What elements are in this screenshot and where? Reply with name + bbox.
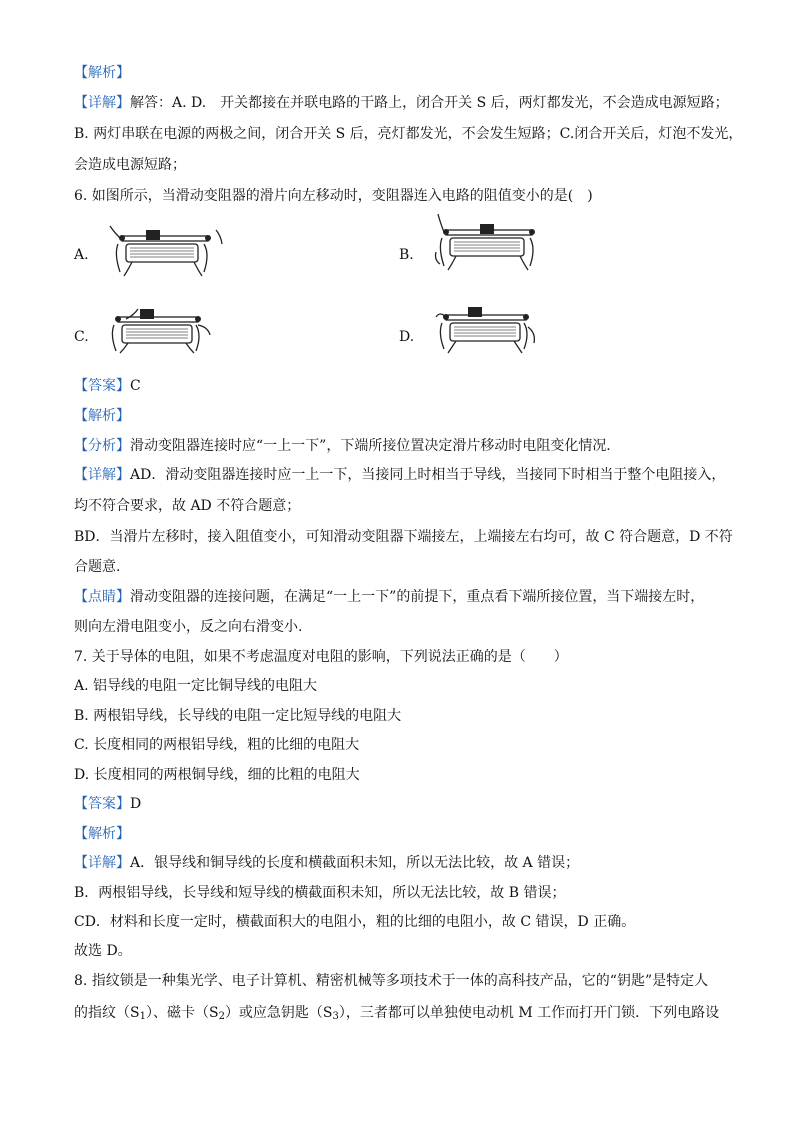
q5-detail-line-2: B. 两灯串联在电源的两极之间，闭合开关 S 后，亮灯都发光，不会发生短路；C.闭合开关后，灯泡不发光， <box>74 126 743 142</box>
q8-line-1: 8. 指纹锁是一种集光学、电子计算机、精密机械等多项技术于一体的高科技产品，它的“钥匙”是特定人 <box>74 973 709 989</box>
q6-detail-line-2: 均不符合要求，故 AD 不符合题意； <box>74 498 301 514</box>
q8-line-2: 的指纹$(S_1)$、磁卡$(S_2)$或应急钥匙$(S_3)$，三者都可以单独使电动机 M 工作而打开门锁．下列电路设 <box>74 1005 720 1022</box>
q7-stem: 7. 关于导体的电阻，如果不考虑温度对电阻的影响，下列说法正确的是（ ） <box>74 649 568 665</box>
q6-option-a-label: A. <box>74 247 89 263</box>
q6-dianjing-line-1: 【点睛】滑动变阻器的连接问题，在满足“一上一下”的前提下，重点看下端所接位置，当下端接左时， <box>74 589 705 605</box>
q6-stem: 6. 如图所示，当滑动变阻器的滑片向左移动时，变阻器连入电路的阻值变小的是( ) <box>74 188 593 204</box>
q6-fenxi: 【分析】滑动变阻器连接时应“一上一下”，下端所接位置决定滑片移动时电阻变化情况. <box>74 438 611 454</box>
q6-detail-line-1: 【详解】AD．滑动变阻器连接时应一上一下，当接同上时相当于导线，当接同下时相当于整个电阻接入， <box>74 467 726 483</box>
q7-detail-line-2: B．两根铝导线，长导线和短导线的横截面积未知，所以无法比较，故 B 错误； <box>74 885 566 901</box>
rheostat-figure-d <box>432 303 544 355</box>
q7-option-d: D. 长度相同的两根铜导线，细的比粗的电阻大 <box>74 767 360 783</box>
q7-analysis-tag: 【解析】 <box>74 826 130 842</box>
q5-detail-line-1: 【详解】解答：A. D. 开关都接在并联电路的干路上，闭合开关 S 后，两灯都发光，不会造成电源短路； <box>74 95 729 111</box>
q7-detail-line-3: CD．材料和长度一定时，横截面积大的电阻小，粗的比细的电阻小，故 C 错误，D 正确。 <box>74 914 636 930</box>
q7-option-c: C. 长度相同的两根铝导线，粗的比细的电阻大 <box>74 737 360 753</box>
q6-analysis-tag: 【解析】 <box>74 408 130 424</box>
rheostat-figure-b <box>432 212 547 274</box>
rheostat-figure-a <box>108 222 223 280</box>
q7-detail-line-1: 【详解】A．银导线和铜导线的长度和横截面积未知，所以无法比较，故 A 错误； <box>74 855 580 871</box>
q6-detail-line-3: BD．当滑片左移时，接入阻值变小，可知滑动变阻器下端接左，上端接左右均可，故 C 符合题意，D 不符 <box>74 529 733 545</box>
q5-detail-line-3: 会造成电源短路； <box>74 157 186 173</box>
q7-detail-line-4: 故选 D。 <box>74 943 132 959</box>
q6-option-c-label: C. <box>74 329 89 345</box>
analysis-tag: 【解析】 <box>74 65 130 81</box>
q6-dianjing-line-2: 则向左滑电阻变小，反之向右滑变小. <box>74 619 303 635</box>
q7-option-a: A. 铝导线的电阻一定比铜导线的电阻大 <box>74 678 318 694</box>
q6-option-d-label: D. <box>399 329 415 345</box>
detail-tag: 【详解】 <box>74 95 130 111</box>
q6-answer: 【答案】C <box>74 378 141 394</box>
rheostat-figure-c <box>104 305 214 355</box>
q6-detail-line-4: 合题意. <box>74 559 121 575</box>
q7-option-b: B. 两根铝导线，长导线的电阻一定比短导线的电阻大 <box>74 708 402 724</box>
q7-answer: 【答案】D <box>74 796 142 812</box>
q6-option-b-label: B. <box>399 247 414 263</box>
